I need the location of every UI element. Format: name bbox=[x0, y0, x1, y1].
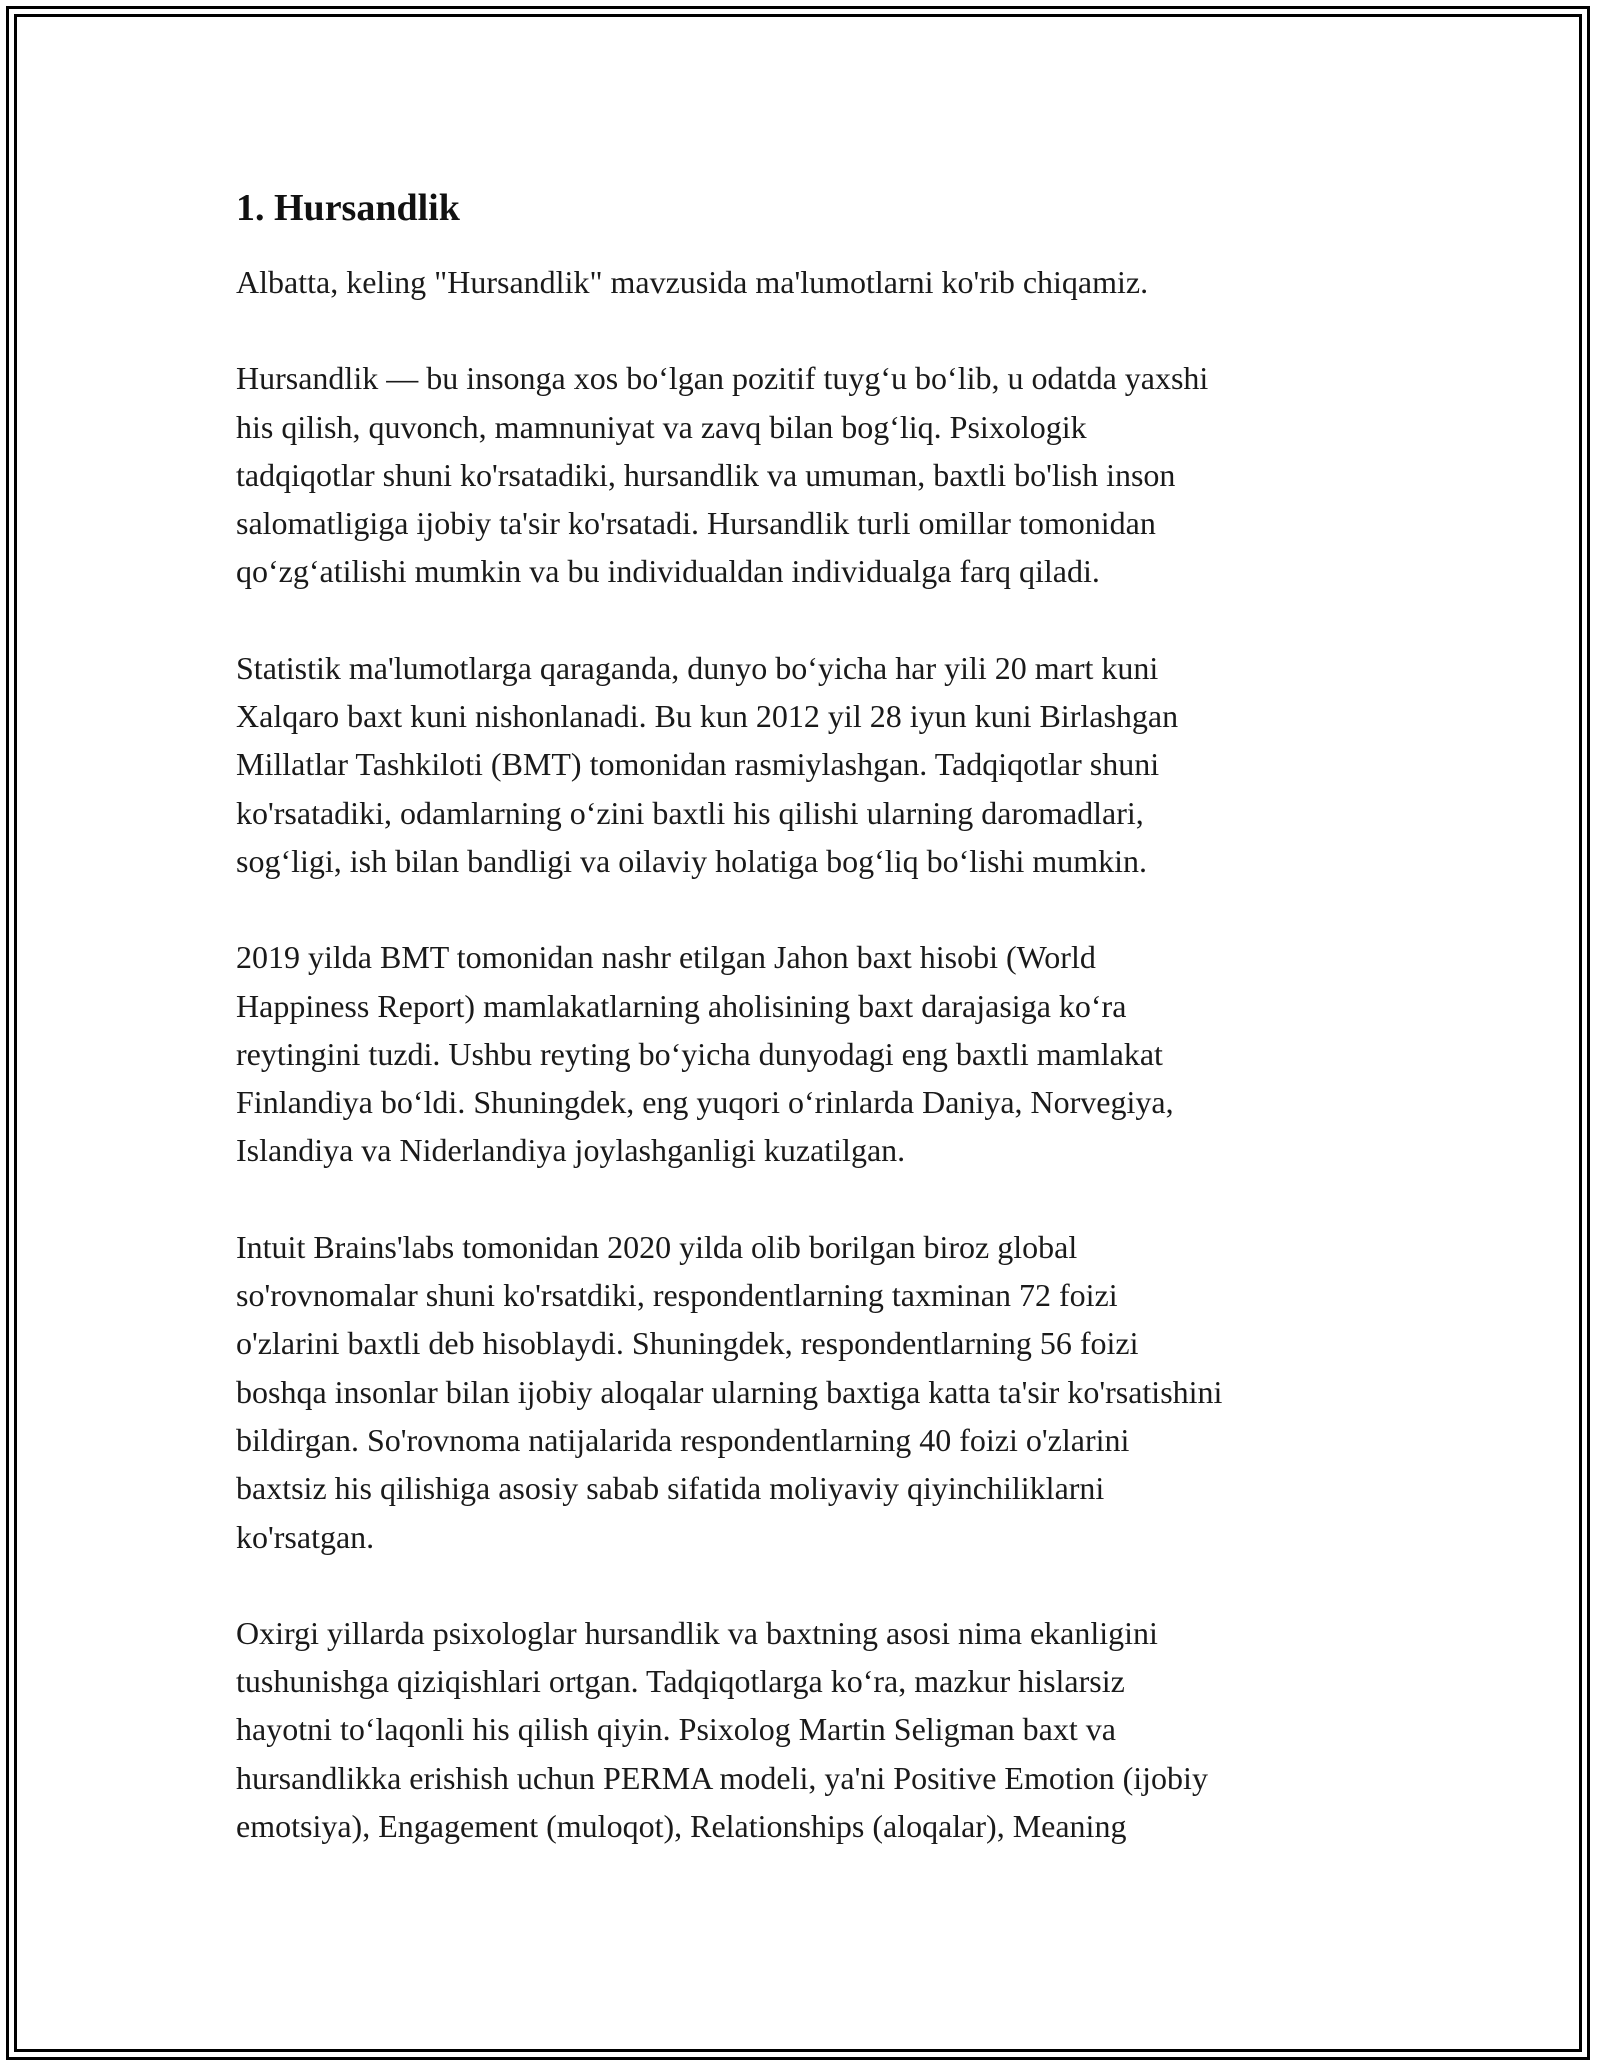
paragraph bbox=[236, 1223, 1376, 1561]
paragraph bbox=[236, 933, 1376, 1174]
paragraph-line: Intuit Brains'labs tomonidan 2020 yilda olib borilgan biroz global bbox=[236, 1228, 1078, 1265]
paragraph-line: tadqiqotlar shuni ko'rsatadiki, hursandlik va umuman, baxtli bo'lish inson bbox=[236, 456, 1176, 493]
paragraph-line: reytingini tuzdi. Ushbu reyting boʻyicha dunyodagi eng baxtli mamlakat bbox=[236, 1035, 1163, 1072]
paragraph-line: baxtsiz his qilishiga asosiy sabab sifatida moliyaviy qiyinchiliklarni bbox=[236, 1470, 1105, 1507]
paragraph bbox=[236, 258, 1376, 306]
paragraph-line: Hursandlik — bu insonga xos boʻlgan pozitif tuygʻu boʻlib, u odatda yaxshi bbox=[236, 360, 1209, 397]
paragraph-list bbox=[236, 258, 1376, 1850]
paragraph-line: Millatlar Tashkiloti (BMT) tomonidan rasmiylashgan. Tadqiqotlar shuni bbox=[236, 746, 1160, 783]
document-body bbox=[236, 184, 1376, 1898]
paragraph-line: 2019 yilda BMT tomonidan nashr etilgan Jahon baxt hisobi (World bbox=[236, 939, 1096, 976]
paragraph bbox=[236, 644, 1376, 885]
paragraph-line: so'rovnomalar shuni ko'rsatdiki, respondentlarning taxminan 72 foizi bbox=[236, 1277, 1118, 1314]
paragraph-line: sogʻligi, ish bilan bandligi va oilaviy holatiga bogʻliq boʻlishi mumkin. bbox=[236, 842, 1148, 879]
paragraph-line: Finlandiya boʻldi. Shuningdek, eng yuqori oʻrinlarda Daniya, Norvegiya, bbox=[236, 1084, 1174, 1121]
paragraph bbox=[236, 1609, 1376, 1850]
paragraph-line: ko'rsatadiki, odamlarning oʻzini baxtli his qilishi ularning daromadlari, bbox=[236, 794, 1144, 831]
paragraph bbox=[236, 354, 1376, 595]
paragraph-line: Albatta, keling "Hursandlik" mavzusida ma'lumotlarni ko'rib chiqamiz. bbox=[236, 264, 1149, 300]
paragraph-line: his qilish, quvonch, mamnuniyat va zavq bilan bogʻliq. Psixologik bbox=[236, 408, 1087, 445]
paragraph-line: bildirgan. So'rovnoma natijalarida respondentlarning 40 foizi o'zlarini bbox=[236, 1421, 1130, 1458]
section-heading: 1. Hursandlik bbox=[236, 187, 460, 229]
paragraph-line: tushunishga qiziqishlari ortgan. Tadqiqotlarga koʻra, mazkur hislarsiz bbox=[236, 1663, 1125, 1700]
paragraph-line: Xalqaro baxt kuni nishonlanadi. Bu kun 2012 yil 28 iyun kuni Birlashgan bbox=[236, 698, 1179, 735]
paragraph-line: boshqa insonlar bilan ijobiy aloqalar ularning baxtiga katta ta'sir ko'rsatishini bbox=[236, 1373, 1223, 1410]
paragraph-line: emotsiya), Engagement (muloqot), Relationships (aloqalar), Meaning bbox=[236, 1808, 1127, 1845]
paragraph-line: o'zlarini baxtli deb hisoblaydi. Shuningdek, respondentlarning 56 foizi bbox=[236, 1325, 1139, 1362]
paragraph-line: qoʻzgʻatilishi mumkin va bu individualdan individualga farq qiladi. bbox=[236, 553, 1100, 590]
paragraph-line: hayotni toʻlaqonli his qilish qiyin. Psixolog Martin Seligman baxt va bbox=[236, 1711, 1116, 1748]
paragraph-line: hursandlikka erishish uchun PERMA modeli, ya'ni Positive Emotion (ijobiy bbox=[236, 1759, 1208, 1796]
paragraph-line: Oxirgi yillarda psixologlar hursandlik va baxtning asosi nima ekanligini bbox=[236, 1614, 1158, 1651]
paragraph-line: Islandiya va Niderlandiya joylashganligi kuzatilgan. bbox=[236, 1132, 906, 1169]
paragraph-line: Happiness Report) mamlakatlarning aholisining baxt darajasiga koʻra bbox=[236, 987, 1127, 1024]
paragraph-line: ko'rsatgan. bbox=[236, 1518, 375, 1555]
paragraph-line: Statistik ma'lumotlarga qaraganda, dunyo boʻyicha har yili 20 mart kuni bbox=[236, 649, 1159, 686]
paragraph-line: salomatligiga ijobiy ta'sir ko'rsatadi. Hursandlik turli omillar tomonidan bbox=[236, 505, 1156, 542]
